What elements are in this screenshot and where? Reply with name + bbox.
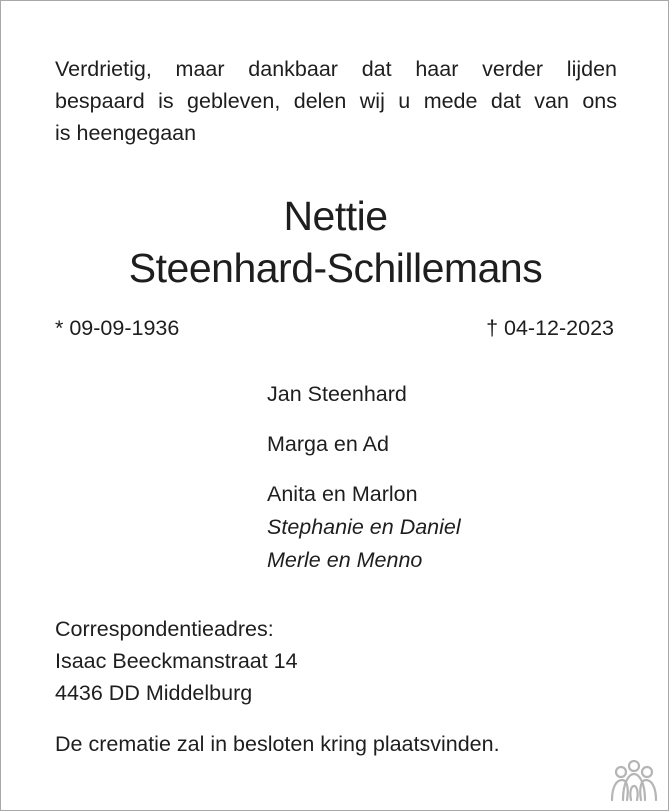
family-member: Jan Steenhard [267,382,407,406]
family-member: Marga en Ad [267,432,389,456]
death-date: † 04-12-2023 [486,316,614,340]
intro-line-2: bespaard is gebleven, delen wij u mede dat van ons [55,89,617,113]
correspondence-city: 4436 DD Middelburg [55,681,253,705]
intro-text [55,53,617,149]
deceased-first-name: Nettie [283,193,388,239]
intro-line-3: is heengegaan [55,121,197,145]
birth-date: * 09-09-1936 [55,316,180,340]
correspondence-label: Correspondentieadres: [55,617,274,641]
family-member: Anita en Marlon [267,482,418,506]
people-group-icon [609,758,659,802]
family-member-grandchild: Merle en Menno [267,548,423,572]
family-member-grandchild: Stephanie en Daniel [267,515,461,539]
deceased-surname: Steenhard-Schillemans [128,245,543,291]
intro-line-1: Verdrietig, maar dankbaar dat haar verder lijden [55,57,617,81]
closing-text: De crematie zal in besloten kring plaatsvinden. [55,732,500,756]
correspondence-street: Isaac Beeckmanstraat 14 [55,649,298,673]
